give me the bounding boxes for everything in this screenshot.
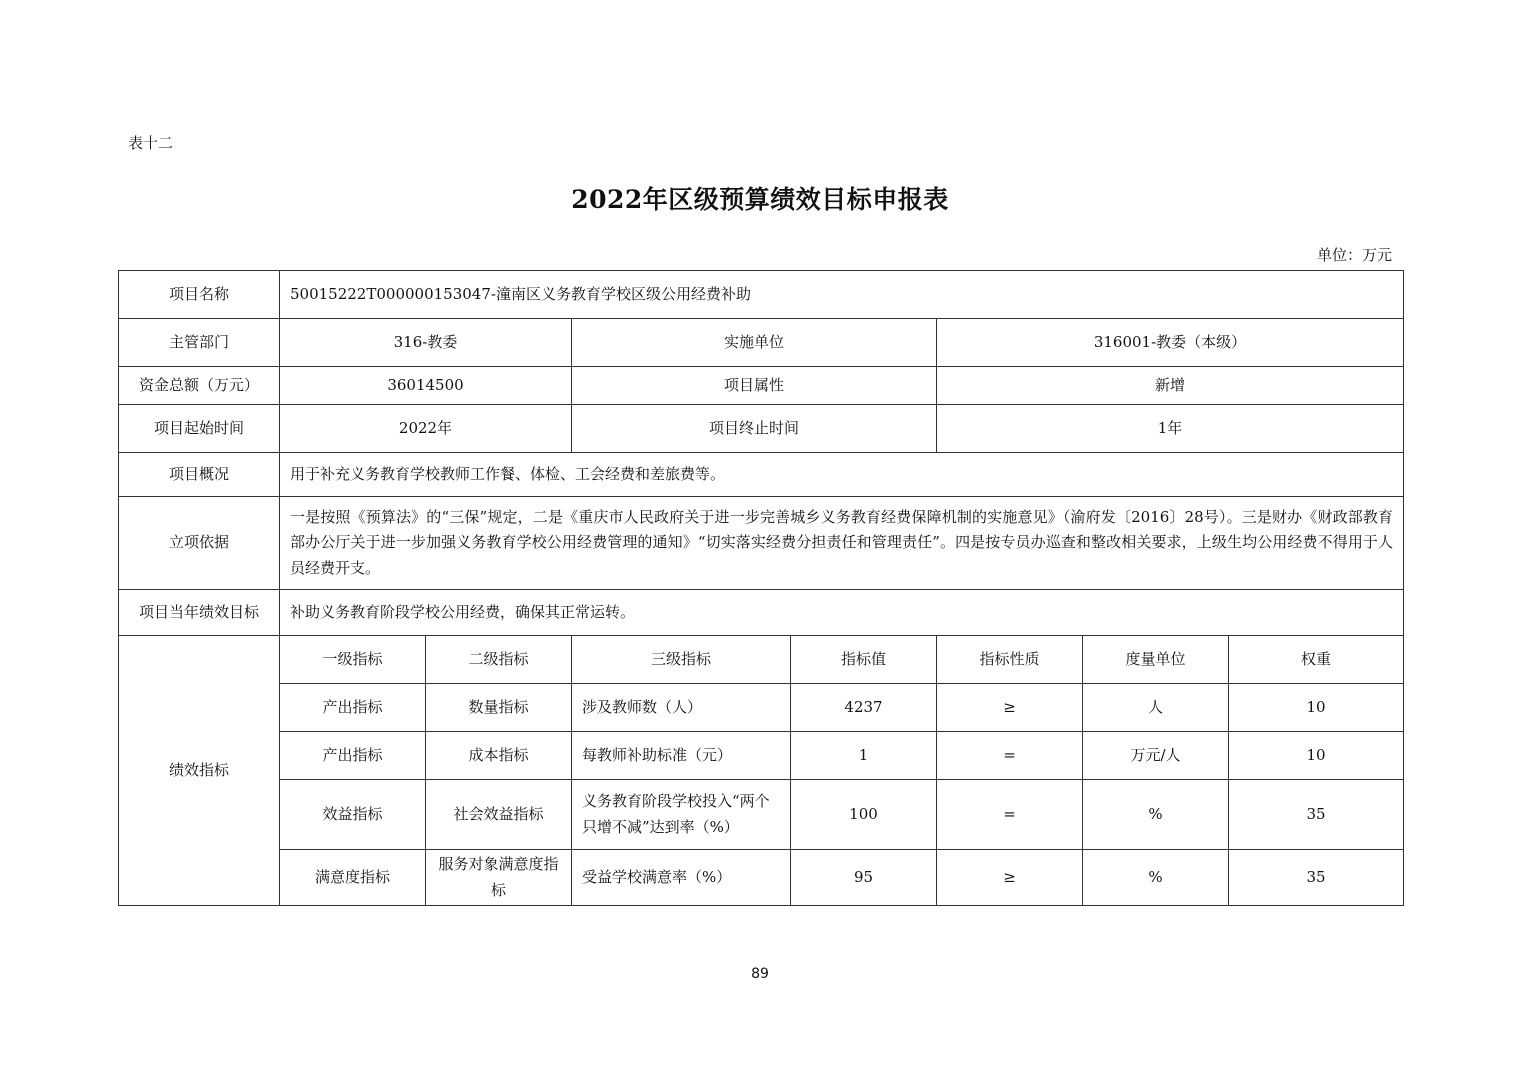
- cell-level1: 满意度指标: [280, 850, 426, 906]
- header-value: 指标值: [791, 636, 937, 684]
- cell-level3: 每教师补助标准（元）: [572, 732, 791, 780]
- funds-value: 36014500: [280, 367, 572, 405]
- cell-unit: %: [1083, 780, 1229, 850]
- header-level3: 三级指标: [572, 636, 791, 684]
- cell-unit: %: [1083, 850, 1229, 906]
- cell-level2: 成本指标: [426, 732, 572, 780]
- start-value: 2022年: [280, 405, 572, 453]
- project-name-label: 项目名称: [119, 271, 280, 319]
- cell-value: 100: [791, 780, 937, 850]
- attr-value: 新增: [937, 367, 1404, 405]
- row-goal: [119, 590, 1404, 636]
- cell-weight: 10: [1229, 684, 1404, 732]
- header-level2: 二级指标: [426, 636, 572, 684]
- cell-level2: 数量指标: [426, 684, 572, 732]
- cell-weight: 35: [1229, 850, 1404, 906]
- row-time: [119, 405, 1404, 453]
- table-row: [119, 780, 1404, 850]
- table-row: [119, 684, 1404, 732]
- end-value: 1年: [937, 405, 1404, 453]
- header-nature: 指标性质: [937, 636, 1083, 684]
- goal-label: 项目当年绩效目标: [119, 590, 280, 636]
- row-project-name: [119, 271, 1404, 319]
- cell-level3: 义务教育阶段学校投入“两个只增不减”达到率（%）: [572, 780, 791, 850]
- start-label: 项目起始时间: [119, 405, 280, 453]
- page-title: 2022年区级预算绩效目标申报表: [571, 185, 949, 214]
- cell-level1: 产出指标: [280, 684, 426, 732]
- cell-value: 95: [791, 850, 937, 906]
- header-weight: 权重: [1229, 636, 1404, 684]
- dept-label: 主管部门: [119, 319, 280, 367]
- row-basis: [119, 497, 1404, 590]
- cell-level2: 社会效益指标: [426, 780, 572, 850]
- cell-unit: 人: [1083, 684, 1229, 732]
- goal-value: 补助义务教育阶段学校公用经费，确保其正常运转。: [280, 590, 1404, 636]
- cell-weight: 35: [1229, 780, 1404, 850]
- funds-label: 资金总额（万元）: [119, 367, 280, 405]
- cell-value: 4237: [791, 684, 937, 732]
- cell-nature: ≥: [937, 684, 1083, 732]
- dept-value: 316-教委: [280, 319, 572, 367]
- header-unit: 度量单位: [1083, 636, 1229, 684]
- project-name-value: 50015222T000000153047-潼南区义务教育学校区级公用经费补助: [280, 271, 1404, 319]
- table-row: [119, 850, 1404, 906]
- header-level1: 一级指标: [280, 636, 426, 684]
- row-funds: [119, 367, 1404, 405]
- overview-label: 项目概况: [119, 453, 280, 497]
- row-overview: [119, 453, 1404, 497]
- row-department: [119, 319, 1404, 367]
- cell-level2: 服务对象满意度指标: [426, 850, 572, 906]
- cell-level1: 产出指标: [280, 732, 426, 780]
- cell-nature: =: [937, 780, 1083, 850]
- cell-level3: 受益学校满意率（%）: [572, 850, 791, 906]
- cell-unit: 万元/人: [1083, 732, 1229, 780]
- cell-level1: 效益指标: [280, 780, 426, 850]
- indicators-section-label: 绩效指标: [119, 636, 280, 906]
- cell-nature: ≥: [937, 850, 1083, 906]
- cell-level3: 涉及教师数（人）: [572, 684, 791, 732]
- cell-weight: 10: [1229, 732, 1404, 780]
- attr-label: 项目属性: [572, 367, 937, 405]
- cell-nature: =: [937, 732, 1083, 780]
- unit-label: 单位：万元: [1316, 246, 1392, 264]
- impl-value: 316001-教委（本级）: [937, 319, 1404, 367]
- indicator-header-row: [119, 636, 1404, 684]
- page-number: 89: [751, 966, 769, 982]
- budget-form-table: [118, 270, 1404, 906]
- basis-value: 一是按照《预算法》的“三保”规定，二是《重庆市人民政府关于进一步完善城乡义务教育经费保障机制的实施意见》（渝府发〔2016〕28号）。三是财办《财政部教育部办公厅关于进一步加强义务教育学校公用经费管理的通知》“切实落实经费分担责任和管理责任”。四是按专员办巡查和整改相关要求，上级生均公用经费不得用于人员经费开支。: [280, 497, 1404, 590]
- end-label: 项目终止时间: [572, 405, 937, 453]
- table-label: 表十二: [128, 134, 174, 152]
- impl-label: 实施单位: [572, 319, 937, 367]
- overview-value: 用于补充义务教育学校教师工作餐、体检、工会经费和差旅费等。: [280, 453, 1404, 497]
- table-row: [119, 732, 1404, 780]
- cell-value: 1: [791, 732, 937, 780]
- basis-label: 立项依据: [119, 497, 280, 590]
